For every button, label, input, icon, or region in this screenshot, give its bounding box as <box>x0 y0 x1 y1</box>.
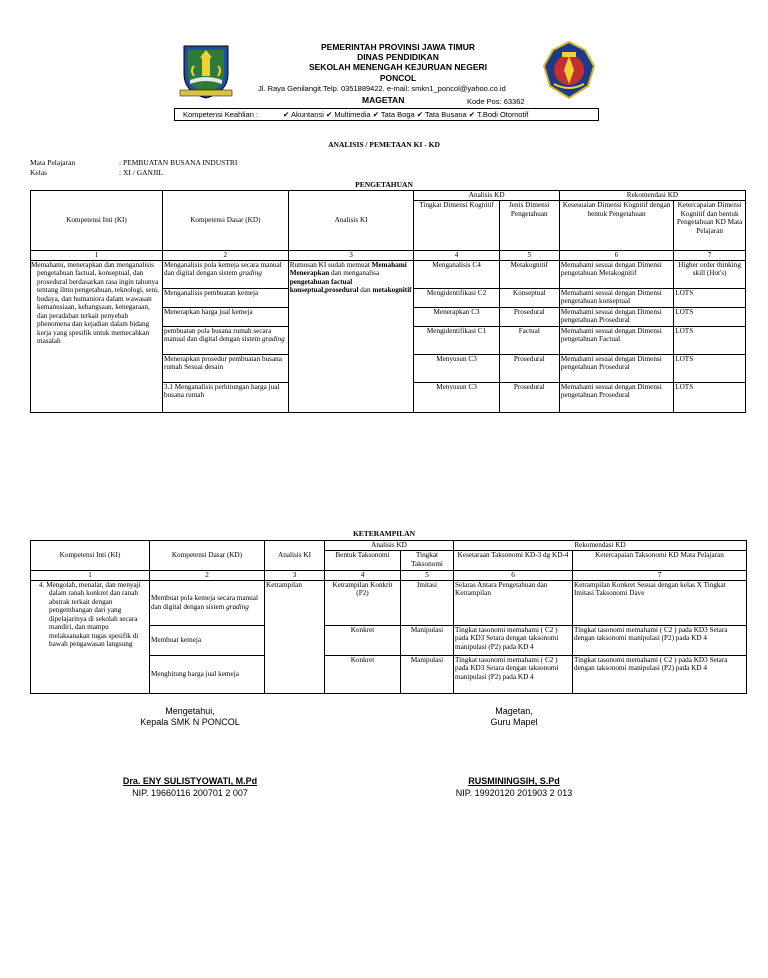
sig-left-name: Dra. ENY SULISTYOWATI, M.Pd <box>122 776 258 786</box>
analisis-ki-bold: pengetahuan factual konseptual,prosedural <box>289 277 359 294</box>
kd-italic: grading <box>239 269 262 277</box>
ketercapaian-cell: LOTS <box>674 326 746 354</box>
analisis-ki-part: dan <box>358 286 373 294</box>
tingkat-cell: Mengidentifikasi C1 <box>414 326 499 354</box>
kelas-value: : XI / GANJIL <box>119 168 163 177</box>
jenis-cell: Prosedural <box>499 354 559 382</box>
kd-cell <box>162 326 288 354</box>
kd-text: Menganalisis pembuatan kemeja <box>163 288 259 297</box>
col-number: 1 <box>31 251 163 261</box>
tingkat-cell: Menyusun C3 <box>414 354 499 382</box>
mapel-label: Mata Pelajaran <box>30 158 76 167</box>
ketercapaian-cell: Tingkat tasonomi memahami ( C2 ) pada KD3 Setara dengan taksonomi manipulasi (P2) pada KD 4 <box>573 625 747 655</box>
document-title: ANALISIS / PEMETAAN KI - KD <box>328 140 440 149</box>
header-kesesuaian: Kesesuaian Dimensi Kognitif dengan bentuk Pengetahuan <box>559 201 673 251</box>
pengetahuan-title: PENGETAHUAN <box>355 180 413 189</box>
header-kd: Kompetensi Dasar (KD) <box>150 541 265 571</box>
sig-left-nip: NIP. 19660116 200701 2 007 <box>132 788 248 798</box>
ketercapaian-cell: Ketrampilan Konkret Sesuai dengan kelas X Tingkat Imitasi Taksonomi Dave <box>573 580 747 625</box>
header-city: MAGETAN <box>362 95 405 105</box>
header-bentuk: Bentuk Taksonomi <box>325 551 401 571</box>
col-number: 2 <box>162 251 288 261</box>
col-number: 5 <box>401 571 454 581</box>
header-postal: Kode Pos: 63362 <box>467 97 525 106</box>
col-number: 7 <box>573 571 747 581</box>
header-rekomendasi: Rekomendasi KD <box>559 191 745 201</box>
col-number: 2 <box>150 571 265 581</box>
header-ketercapaian: Ketercapaian Taksonomi KD Mata Pelajaran <box>573 551 747 571</box>
tingkat-cell: Manipulasi <box>401 655 454 693</box>
col-number: 3 <box>288 251 414 261</box>
col-number: 1 <box>31 571 150 581</box>
ketercapaian-cell: Tingkat tasonomi memahami ( C2 ) pada KD3 Setara dengan taksonomi manipulasi (P2) pada KD 4 <box>573 655 747 693</box>
header-rekomendasi: Rekomendasi KD <box>454 541 747 551</box>
ketercapaian-cell: LOTS <box>674 288 746 307</box>
kd-text: Menerapkan prosedur pembuatan busana rumah Sesuai desain <box>163 354 282 371</box>
kesesuaian-cell: Memahami sesuai dengan Dimensi pengetahuan Prosedural <box>559 354 673 382</box>
kd-text: pembuatan pola busana rumah secara manual dan digital dengan sistem <box>163 326 272 343</box>
kd-cell <box>150 625 265 655</box>
kesesuaian-cell: Memahami sesuai dengan Dimensi pengetahuan Prosedural <box>559 382 673 412</box>
kd-text: Menganalisis pola kemeja secara manual dan digital dengan sistem <box>163 260 282 277</box>
jenis-cell: Factual <box>499 326 559 354</box>
kesetaraan-cell: Selaras Antara Pengetahuan dan Ketrampilan <box>454 580 573 625</box>
ketercapaian-cell: Higher order thinking skill (Hot's) <box>674 260 746 288</box>
bentuk-cell: Ketrampilan Konkrit (P2) <box>325 580 401 625</box>
keterampilan-table <box>30 540 747 694</box>
jenis-cell: Prosedural <box>499 382 559 412</box>
kompetensi-label: Kompetensi Keahlian : <box>183 110 259 119</box>
analisis-ki-bold: Memahami Menerapkan <box>289 260 407 277</box>
jenis-cell: Konseptual <box>499 288 559 307</box>
header-line-4: PONCOL <box>379 73 417 83</box>
kesesuaian-cell: Memahami sesuai dengan Dimensi pengetahuan Metakognitif <box>559 260 673 288</box>
col-number: 7 <box>674 251 746 261</box>
header-kesetaraan: Kesetaraan Taksonomi KD-3 dg KD-4 <box>454 551 573 571</box>
ki-text: 4. Mengolah, menalar, dan menyaji dalam ranah konkret dan ranah abstrak terkait dengan pengembangan dari yang dipelajarinya di sekolah secara mandiri, dan mampu melaksanakan tugas spesifik di bawah pengawasan langsung <box>31 580 150 693</box>
kompetensi-items: ✔ Akuntansi ✔ Multimedia ✔ Tata Boga ✔ Tata Busana ✔ T.Bodi Otomotif <box>283 110 529 119</box>
header-analisis-kd: Analisis KD <box>414 191 559 201</box>
bentuk-cell: Konkret <box>325 655 401 693</box>
kd-cell <box>150 655 265 693</box>
kesesuaian-cell: Memahami sesuai dengan Dimensi pengetahuan konseptual <box>559 288 673 307</box>
col-number: 6 <box>559 251 673 261</box>
header-line-2: DINAS PENDIDIKAN <box>357 52 439 62</box>
header-ki: Kompetensi Inti (KI) <box>31 191 163 251</box>
header-analisis-ki: Analisis KI <box>288 191 414 251</box>
header-kd: Kompetensi Dasar (KD) <box>162 191 288 251</box>
header-jenis-dimensi: Jenis Dimensi Pengetahuan <box>499 201 559 251</box>
col-number: 4 <box>414 251 499 261</box>
kesetaraan-cell: Tingkat tasonomi memahami ( C2 ) pada KD3 Setara dengan taksonomi manipulasi (P2) pada KD 4 <box>454 625 573 655</box>
tingkat-cell: Menyusun C3 <box>414 382 499 412</box>
header-address: Jl. Raya Genilangit.Telp. 0351889422. e-mail: smkn1_poncol@yahoo.co.id <box>258 84 506 93</box>
kesetaraan-cell: Tingkat tasonomi memahami ( C2 ) pada KD3 Setara dengan taksonomi manipulasi (P2) pada KD 4 <box>454 655 573 693</box>
ketercapaian-cell: LOTS <box>674 354 746 382</box>
header-line-3: SEKOLAH MENENGAH KEJURUAN NEGERI <box>308 62 488 72</box>
header-analisis-ki: Analisis KI <box>265 541 325 571</box>
analisis-ki-text <box>288 260 414 412</box>
analisis-ki-text: Ketrampilan <box>265 580 325 693</box>
kd-cell <box>162 307 288 326</box>
sig-right-line1: Magetan, <box>495 706 533 716</box>
tingkat-cell: Menganalisis C4 <box>414 260 499 288</box>
kd-cell <box>150 580 265 625</box>
kesesuaian-cell: Memahami sesuai dengan Dimensi pengetahuan Prosedural <box>559 307 673 326</box>
analisis-ki-bold: metakognitif <box>372 286 412 294</box>
mapel-value: : PEMBUATAN BUSANA INDUSTRI <box>119 158 238 167</box>
jenis-cell: Prosedural <box>499 307 559 326</box>
col-number: 3 <box>265 571 325 581</box>
ketercapaian-cell: LOTS <box>674 382 746 412</box>
tingkat-cell: Menerapkan C3 <box>414 307 499 326</box>
kesesuaian-cell: Memahami sesuai dengan Dimensi pengetahuan Factual <box>559 326 673 354</box>
kd-cell <box>162 288 288 307</box>
kompetensi-keahlian-box <box>174 108 599 121</box>
bentuk-cell: Konkret <box>325 625 401 655</box>
kd-text: 3.1 Menganalisis perhitungan harga jual busana rumah <box>163 382 280 399</box>
tingkat-cell: Imitasi <box>401 580 454 625</box>
kd-cell <box>162 354 288 382</box>
pengetahuan-table <box>30 190 746 413</box>
kd-text: Membuat kemeja <box>151 635 202 644</box>
sig-right-line2: Guru Mapel <box>490 717 538 727</box>
kd-cell <box>162 260 288 288</box>
header-line-1: PEMERINTAH PROVINSI JAWA TIMUR <box>321 42 475 52</box>
analisis-ki-part: dan menganalisa <box>329 269 380 277</box>
kd-text: Menerapkan harga jual kemeja <box>163 307 253 316</box>
header-tingkat: Tingkat Taksonomi <box>401 551 454 571</box>
header-ki: Kompetensi Inti (KI) <box>31 541 150 571</box>
header-ketercapaian: Ketercapaian Dimensi Kognitif dan bentuk Pengetahuan KD Mata Pelajaran <box>674 201 746 251</box>
ki-text: Memahami, menerapkan dan menganalisis pengetahuan factual, konseptual, dan prosedural berdasarkan rasa ingin tahunya tentang ilmu pengetahuan, teknologi, seni, budaya, dan humaniora dalam wawasan kemanusiaan, kebangsaan, kenegaraan, dan peradaban terkait penyebab phenomena dan kejadian dalam bidang kerja yang spesifik untuk memecahkan masalah <box>31 260 163 412</box>
col-number: 6 <box>454 571 573 581</box>
kd-italic: grading <box>226 602 249 611</box>
analisis-ki-part: Rumusan KI sudah memuat <box>289 260 372 269</box>
col-number: 4 <box>325 571 401 581</box>
ketercapaian-cell: LOTS <box>674 307 746 326</box>
kd-text: Membuat pola kemeja secara manual dan digital dengan sistem <box>151 594 258 611</box>
header-analisis-kd: Analisis KD <box>325 541 454 551</box>
tingkat-cell: Manipulasi <box>401 625 454 655</box>
sig-right-name: RUSMININGSIH, S.Pd <box>468 776 560 786</box>
header-tingkat-dimensi: Tingkat Dimensi Kognitif <box>414 201 499 251</box>
tingkat-cell: Mengidentifikasi C2 <box>414 288 499 307</box>
col-number: 5 <box>499 251 559 261</box>
sig-left-line2: Kepala SMK N PONCOL <box>140 717 240 727</box>
keterampilan-title: KETERAMPILAN <box>352 529 416 538</box>
sig-right-nip: NIP. 19920120 201903 2 013 <box>455 788 573 798</box>
kelas-label: Kelas <box>30 168 48 177</box>
jenis-cell: Metakognitif <box>499 260 559 288</box>
sig-left-line1: Mengetahui, <box>165 706 215 716</box>
kd-cell <box>162 382 288 412</box>
kd-italic: grading <box>261 335 285 343</box>
kd-text: Menghitung harga jual kemeja <box>151 669 239 678</box>
